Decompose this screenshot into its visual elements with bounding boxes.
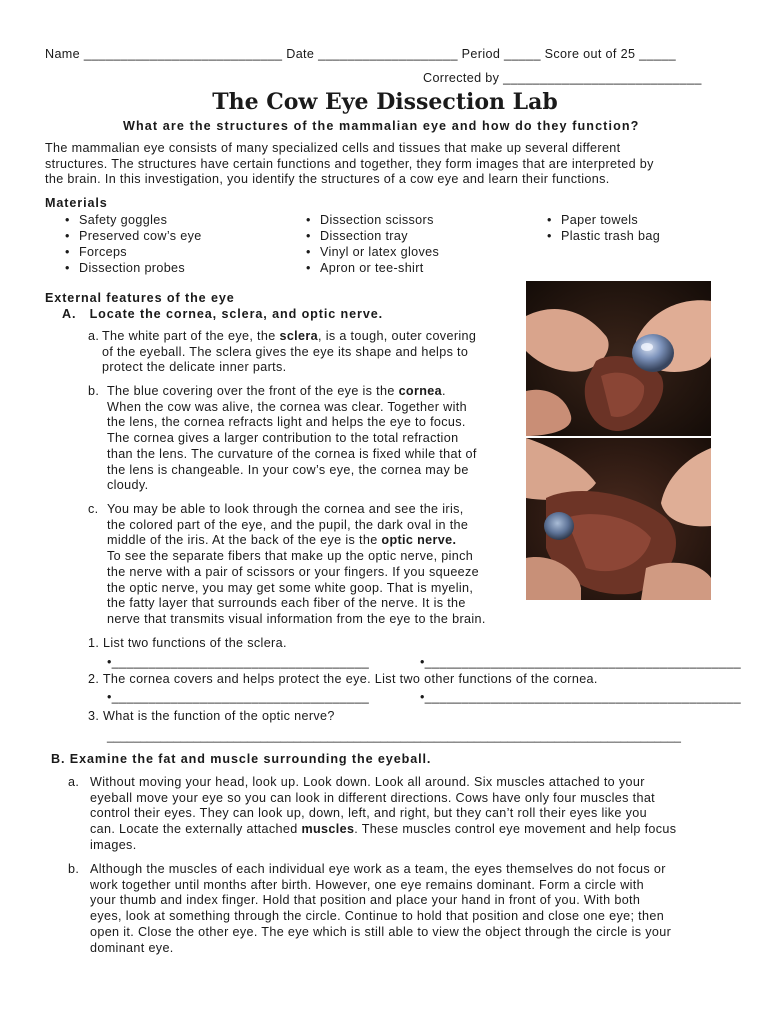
cow-eye-photo-bottom [526,438,711,600]
list-item: • Forceps [65,244,202,260]
text-line: work together until months after birth. However, one eye remains dominant. Form a circle with [90,877,645,892]
header-name-date-period: Name ___________________________ Date ___________________ Period _____ Score out of 25 _____ [45,47,676,61]
text-line: the lens is changeable. In your cow’s eye, the cornea may be [107,462,469,477]
text-line: of the eyeball. The sclera gives the eye its shape and helps to [102,344,469,359]
materials-heading: Materials [45,196,108,210]
q3-answer-blank[interactable]: ______________________________________________________________________________________ [107,729,681,743]
muscles-term: muscles [301,822,355,837]
q1-answer-blank-2[interactable]: •___________________________________________ [420,655,741,669]
intro-line: the brain. In this investigation, you identify the structures of a cow eye and learn their functions. [45,172,610,187]
materials-list-3 [547,212,660,244]
list-item: • Dissection probes [65,260,202,276]
list-item: • Vinyl or latex gloves [306,244,439,260]
item-label: b. [88,384,100,398]
text: middle of the iris. At the back of the eye is the [107,533,382,548]
text-line: Although the muscles of each individual eye work as a team, the eyes themselves do not focus or [90,862,666,876]
sclera-paragraph [102,329,476,376]
text-line: the nerve with a pair of scissors or your fingers. If you squeeze [107,564,480,579]
text: The white part of the eye, the [102,329,280,343]
q1-answer-blank-1[interactable]: •___________________________________ [107,655,370,669]
sclera-term: sclera [279,329,318,343]
text-line: eyeball move your eye so you can look in different directions. Cows have only four muscles that [90,790,656,805]
list-item: • Apron or tee-shirt [306,260,439,276]
guiding-question: What are the structures of the mammalian eye and how do they function? [123,119,640,133]
dominant-eye-paragraph [90,862,671,956]
text-line: cloudy. [107,478,149,493]
text-line: images. [90,837,137,852]
question-3: 3. What is the function of the optic nerve? [88,709,335,723]
text-line: protect the delicate inner parts. [102,360,287,375]
cornea-term: cornea [398,384,442,398]
materials-list-1 [65,212,202,276]
text: . [441,384,446,398]
list-item: • Plastic trash bag [547,228,660,244]
list-item: • Preserved cow’s eye [65,228,202,244]
materials-list-2 [306,212,439,276]
page-title: The Cow Eye Dissection Lab [212,89,558,115]
section-a-heading: A. Locate the cornea, sclera, and optic nerve. [62,307,384,321]
question-1: 1. List two functions of the sclera. [88,636,287,650]
cornea-paragraph [107,384,477,494]
text-line: the lens, the cornea refracts light and helps the eye to focus. [107,415,466,430]
text-line: the optic nerve, you may get some white goop. That is myelin, [107,580,474,595]
intro-paragraph [45,141,654,188]
q2-answer-blank-2[interactable]: •___________________________________________ [420,690,741,704]
optic-nerve-paragraph [107,502,486,628]
muscles-paragraph [90,775,676,854]
text-line: The cornea gives a larger contribution to the total refraction [107,431,459,446]
list-item: • Paper towels [547,212,660,228]
text-line: the colored part of the eye, and the pupil, the dark oval in the [107,517,469,532]
text-line: eyes, look at something through the circle. Continue to hold that position and close one eye; then [90,909,665,924]
text-line: than the lens. The curvature of the cornea is fixed while that of [107,446,477,461]
intro-line: The mammalian eye consists of many specialized cells and tissues that make up several different [45,141,621,155]
list-item: • Dissection scissors [306,212,439,228]
text-line: your thumb and index finger. Hold that position and place your hand in front of you. With both [90,893,641,908]
item-label: a. [88,329,100,343]
text-line: dominant eye. [90,940,174,955]
text: , is a tough, outer covering [318,329,477,343]
text-line: open it. Close the other eye. The eye which is still able to view the object through the circle is your [90,924,672,939]
intro-line: structures. The structures have certain functions and together, they form images that are interpreted by [45,156,654,171]
text-line: the fatty layer that surrounds each fiber of the nerve. It is the [107,596,466,611]
list-item: • Dissection tray [306,228,439,244]
item-label: a. [68,775,80,789]
item-label: b. [68,862,80,876]
text: The blue covering over the front of the eye is the [107,384,399,398]
q2-answer-blank-1[interactable]: •___________________________________ [107,690,370,704]
list-item: • Safety goggles [65,212,202,228]
external-features-heading: External features of the eye [45,291,235,305]
text-line: To see the separate fibers that make up the optic nerve, pinch [107,549,474,564]
text: can. Locate the externally attached [90,822,302,837]
item-label: c. [88,502,99,516]
text-line: When the cow was alive, the cornea was clear. Together with [107,399,467,414]
optic-nerve-term: optic nerve. [381,533,457,548]
header-corrected-by: Corrected by ___________________________ [423,71,702,85]
section-b-heading: B. Examine the fat and muscle surrounding the eyeball. [51,752,432,766]
text-line: Without moving your head, look up. Look down. Look all around. Six muscles attached to your [90,775,645,789]
question-2: 2. The cornea covers and helps protect the eye. List two other functions of the cornea. [88,672,598,686]
text: . These muscles control eye movement and help focus [354,822,677,837]
text-line: control their eyes. They can look up, down, left, and right, but they can’t roll their eyes like you [90,806,647,821]
text-line: You may be able to look through the cornea and see the iris, [107,502,464,516]
cow-eye-photo-top [526,281,711,436]
text-line: nerve that transmits visual information from the eye to the brain. [107,611,486,626]
